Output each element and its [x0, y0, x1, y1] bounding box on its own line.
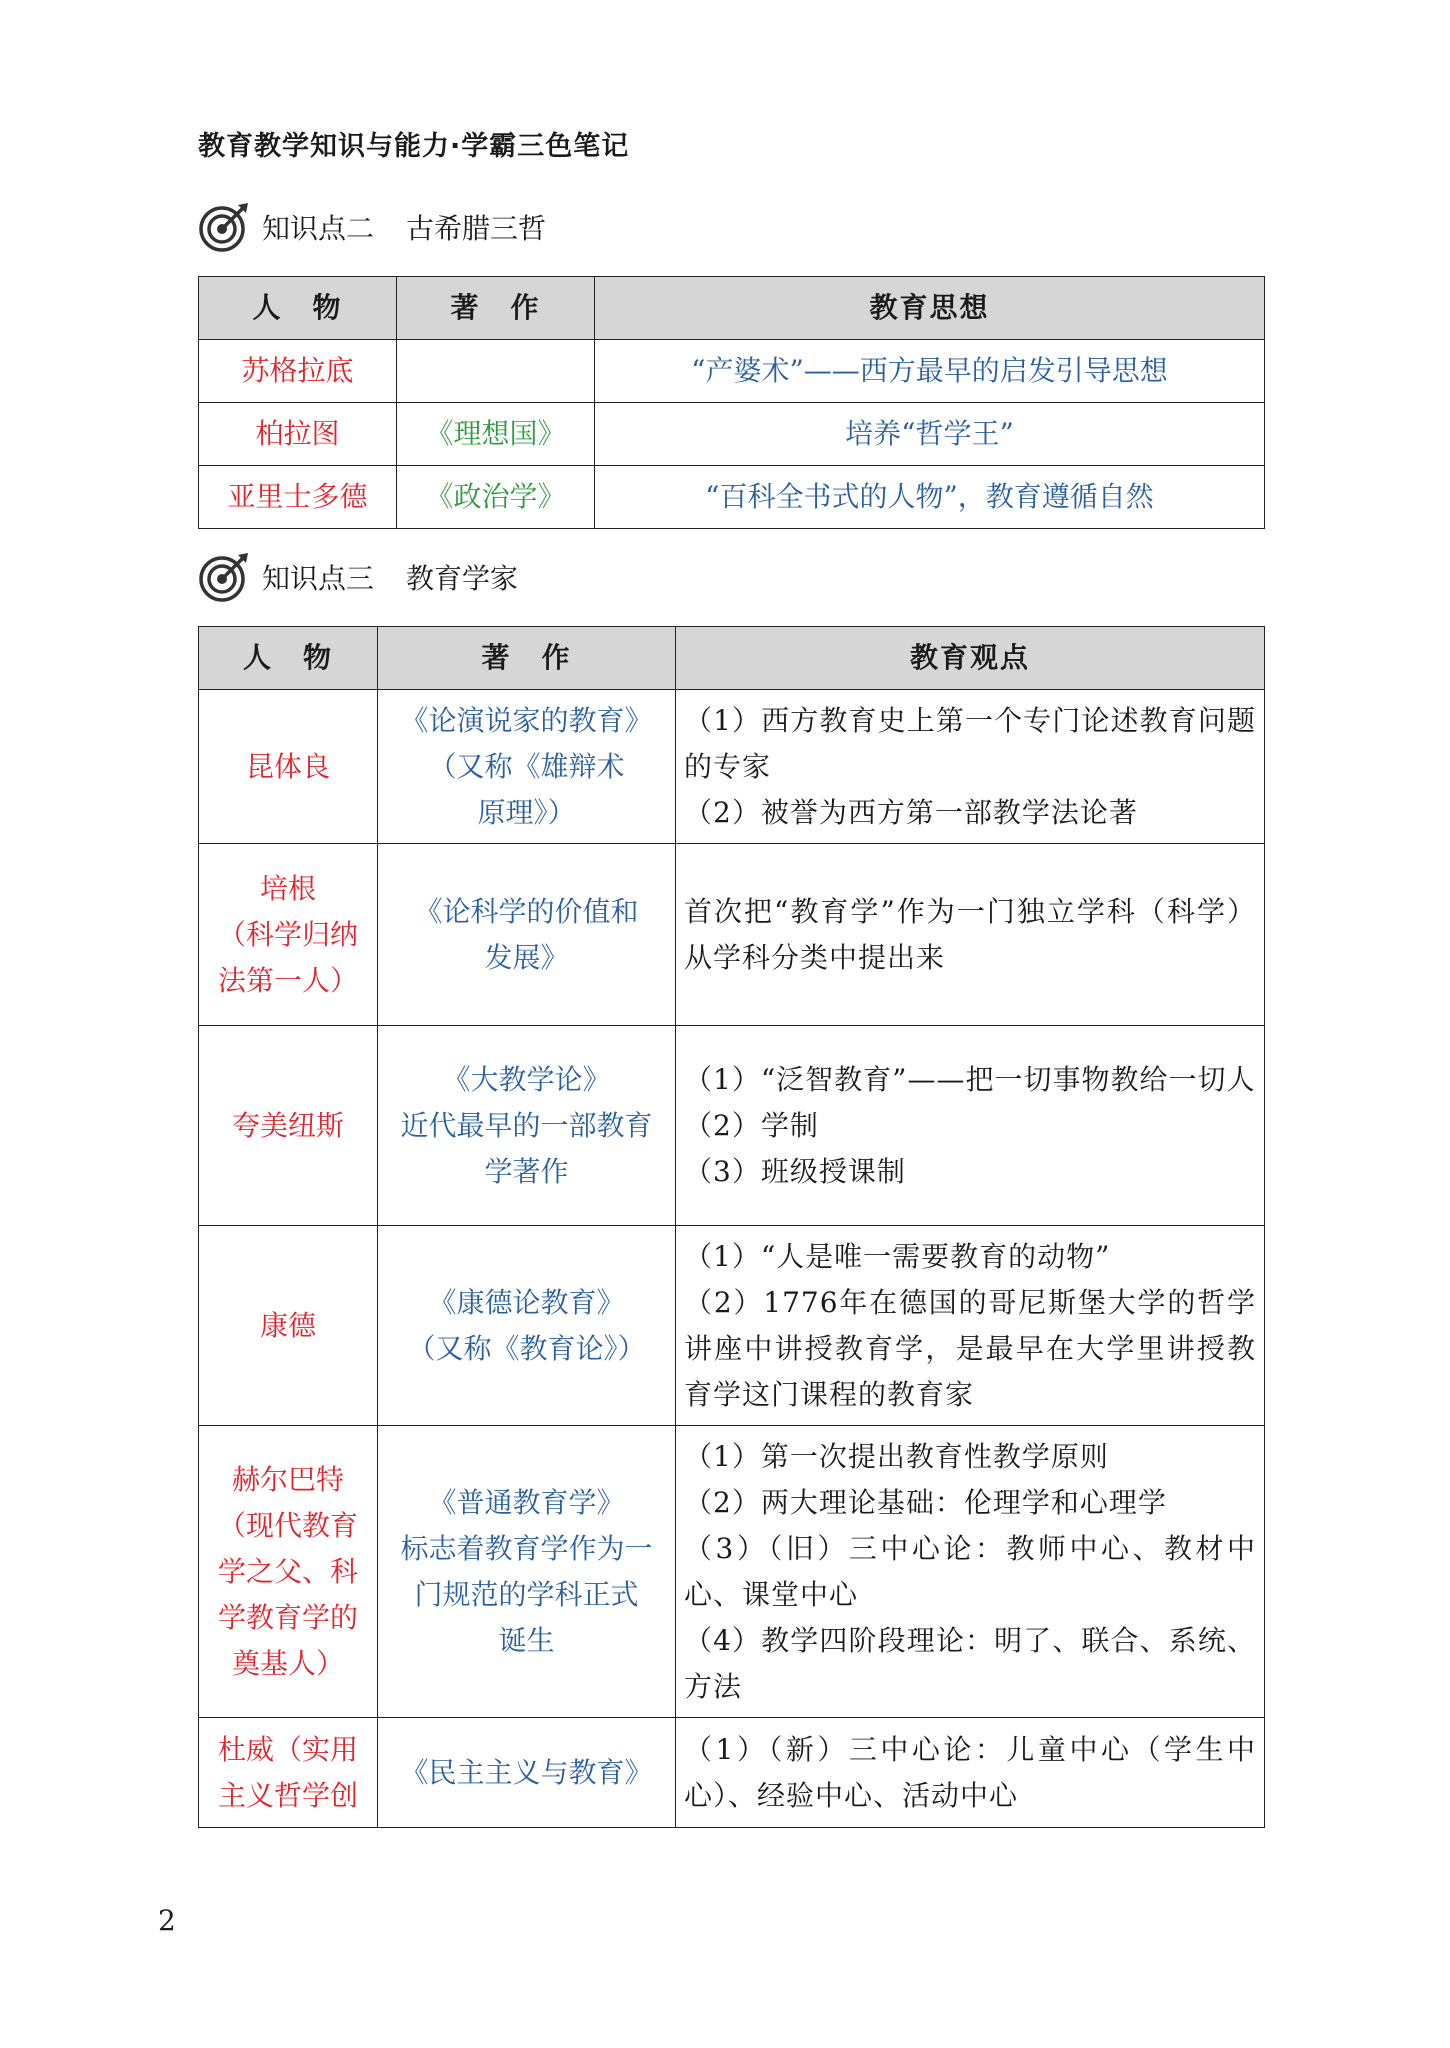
view-line: （1）“人是唯一需要教育的动物”	[684, 1239, 1111, 1273]
person-line: 奠基人）	[231, 1646, 344, 1680]
table-row	[199, 690, 1265, 844]
views-cell	[676, 844, 1265, 1026]
person-line: 康德	[259, 1308, 316, 1342]
table-row	[199, 1718, 1265, 1828]
person-line: （现代教育	[217, 1508, 358, 1542]
person-cell	[199, 1226, 378, 1426]
view-line: （4）教学四阶段理论：明了、联合、系统、方法	[684, 1623, 1256, 1703]
work-line: 《民主主义与教育》	[400, 1755, 653, 1789]
target-icon	[198, 201, 250, 253]
work-cell	[378, 1718, 676, 1828]
view-line: （3）班级授课制	[684, 1154, 906, 1188]
person-cell	[199, 690, 378, 844]
table-row	[199, 403, 1265, 466]
view-line: （1）（新）三中心论：儿童中心（学生中心）、经验中心、活动中心	[684, 1732, 1256, 1812]
work-cell: 《理想国》	[397, 403, 595, 466]
person-line: 主义哲学创	[217, 1778, 358, 1812]
views-cell	[676, 1718, 1265, 1828]
view-line: （2）两大理论基础：伦理学和心理学	[684, 1485, 1167, 1519]
work-line: （又称《教育论》）	[407, 1331, 646, 1365]
section-title: 教育学家	[406, 562, 519, 595]
person-line: 学教育学的	[217, 1600, 358, 1634]
column-header-views: 教育观点	[676, 627, 1265, 690]
section-heading-2	[198, 200, 546, 254]
work-line: 《普通教育学》	[428, 1485, 625, 1519]
table-header-row	[199, 277, 1265, 340]
person-line: （科学归纳	[217, 917, 358, 951]
view-line: （1）西方教育史上第一个专门论述教育问题的专家	[684, 703, 1256, 783]
section-heading-3	[198, 550, 518, 604]
person-line: 培根	[259, 871, 316, 905]
table-row	[199, 844, 1265, 1026]
thought-cell: 培养“哲学王”	[595, 403, 1265, 466]
view-line: （2）1776年在德国的哥尼斯堡大学的哲学讲座中讲授教育学，是最早在大学里讲授教育学这门课程的教育家	[684, 1285, 1256, 1411]
person-line: 杜威（实用	[217, 1732, 358, 1766]
section-number: 知识点三	[262, 562, 375, 595]
greek-philosophers-table	[198, 276, 1265, 529]
work-cell	[378, 1426, 676, 1718]
table-header-row	[199, 627, 1265, 690]
page-number: 2	[158, 1904, 176, 1937]
running-header: 教育教学知识与能力·学霸三色笔记	[198, 131, 630, 162]
work-line: 发展》	[484, 940, 569, 974]
person-cell	[199, 844, 378, 1026]
work-line: 《康德论教育》	[428, 1285, 625, 1319]
work-line: 近代最早的一部教育	[400, 1108, 653, 1142]
views-cell	[676, 1026, 1265, 1226]
section-title: 古希腊三哲	[406, 212, 547, 245]
person-cell	[199, 1718, 378, 1828]
work-line: 学著作	[484, 1154, 569, 1188]
table-row	[199, 1426, 1265, 1718]
work-line: 原理》）	[477, 795, 576, 829]
person-cell: 柏拉图	[199, 403, 397, 466]
work-line: 《大教学论》	[442, 1062, 611, 1096]
work-line: 门规范的学科正式	[414, 1577, 639, 1611]
work-cell	[378, 844, 676, 1026]
work-cell	[378, 1226, 676, 1426]
person-cell	[199, 1426, 378, 1718]
views-cell	[676, 690, 1265, 844]
view-line: 首次把“教育学”作为一门独立学科（科学）从学科分类中提出来	[684, 894, 1256, 974]
educators-table	[198, 626, 1265, 1828]
column-header-work: 著 作	[378, 627, 676, 690]
column-header-work: 著 作	[397, 277, 595, 340]
work-line: 《论演说家的教育》	[400, 703, 653, 737]
section-number: 知识点二	[262, 212, 375, 245]
work-cell	[378, 1026, 676, 1226]
table-row	[199, 466, 1265, 529]
column-header-person: 人 物	[199, 277, 397, 340]
view-line: （2）被誉为西方第一部教学法论著	[684, 795, 1138, 829]
table-row	[199, 1226, 1265, 1426]
person-cell	[199, 1026, 378, 1226]
work-line: 《论科学的价值和	[414, 894, 639, 928]
work-line: （又称《雄辩术	[428, 749, 625, 783]
view-line: （2）学制	[684, 1108, 819, 1142]
person-cell: 苏格拉底	[199, 340, 397, 403]
column-header-thought: 教育思想	[595, 277, 1265, 340]
person-line: 学之父、科	[217, 1554, 358, 1588]
view-line: （3）（旧）三中心论：教师中心、教材中心、课堂中心	[684, 1531, 1256, 1611]
person-line: 昆体良	[245, 749, 330, 783]
person-cell: 亚里士多德	[199, 466, 397, 529]
table-row	[199, 1026, 1265, 1226]
work-line: 标志着教育学作为一	[400, 1531, 653, 1565]
work-cell: 《政治学》	[397, 466, 595, 529]
person-line: 赫尔巴特	[231, 1462, 344, 1496]
views-cell	[676, 1426, 1265, 1718]
person-line: 法第一人）	[217, 963, 358, 997]
work-cell	[397, 340, 595, 403]
work-line: 诞生	[498, 1623, 555, 1657]
person-line: 夸美纽斯	[231, 1108, 344, 1142]
view-line: （1）“泛智教育”——把一切事物教给一切人	[684, 1062, 1256, 1096]
view-line: （1）第一次提出教育性教学原则	[684, 1439, 1109, 1473]
table-row	[199, 340, 1265, 403]
thought-cell: “百科全书式的人物”，教育遵循自然	[595, 466, 1265, 529]
column-header-person: 人 物	[199, 627, 378, 690]
thought-cell: “产婆术”——西方最早的启发引导思想	[595, 340, 1265, 403]
target-icon	[198, 551, 250, 603]
views-cell	[676, 1226, 1265, 1426]
work-cell	[378, 690, 676, 844]
